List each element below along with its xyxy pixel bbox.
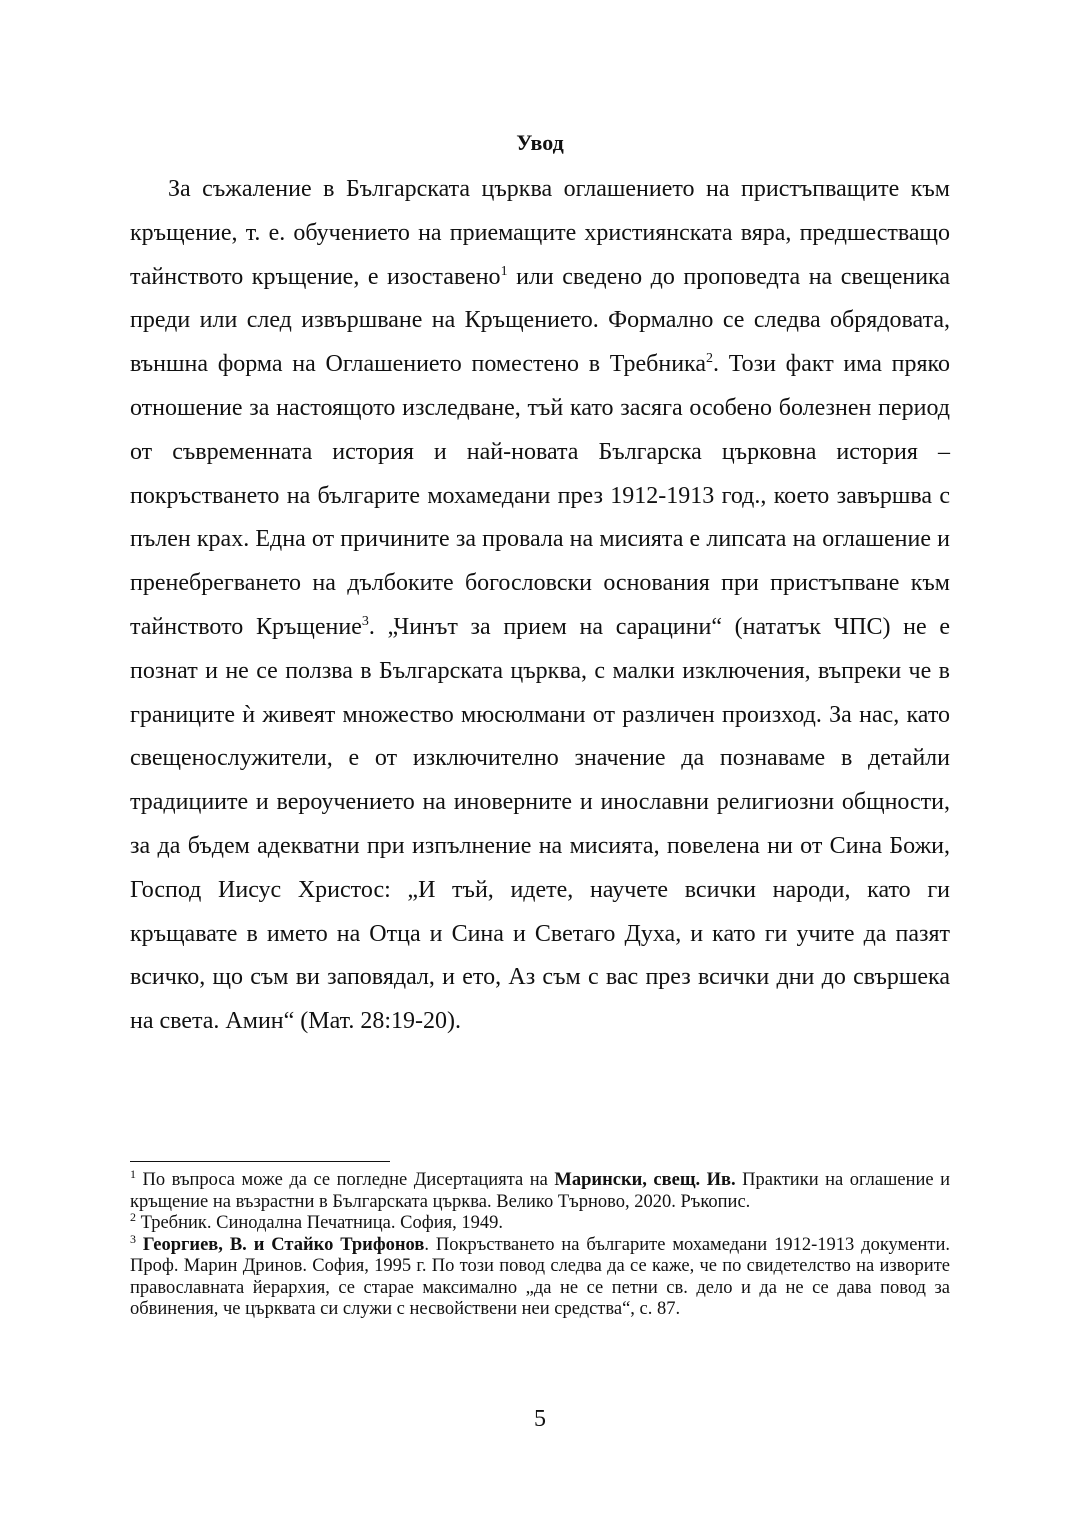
paragraph-segment: или сведено до проповедта на свещеника преди или след извършване на Кръщението. Формално се следва обрядовата, външна форма на Оглашението поместено в Требника bbox=[130, 263, 950, 378]
footnote-number: 3 bbox=[130, 1231, 136, 1246]
footnote-number: 1 bbox=[130, 1166, 136, 1181]
footnote-ref-3[interactable]: 3 bbox=[361, 613, 369, 629]
footnote-3 bbox=[130, 1231, 950, 1321]
footnote-ref-1[interactable]: 1 bbox=[500, 263, 508, 279]
footnote-text: По въпроса може да се погледне Дисертацията на bbox=[136, 1170, 555, 1190]
footnote-text: . Покръстването на българите мохамедани 1912-1913 документи. Проф. Марин Дринов. София, 1995 г. По този повод следва да се каже, че по свидетелство на изворите православната йерархия, се старае максимално „да не се петни св. дело и да не се дава повод за обвинения, че църквата си служи с несвойствени неи средства“, с. 87. bbox=[130, 1234, 950, 1319]
paragraph-segment: . „Чинът за прием на сарацини“ (нататък ЧПС) не е познат и не се ползва в Българската църква, с малки изключения, въпреки че в границите ѝ живеят множество мюсюлмани от различен произход. За нас, като свещенослужители, е от изключително значение да познаваме в детайли традициите и вероучението на иноверните и инославни религиозни общности, за да бъдем адекватни при изпълнение на мисията, повелена ни от Сина Божи, Господ Иисус Христос: „И тъй, идете, научете всички народи, като ги кръщавате в името на Отца и Сина и Светаго Духа, и като ги учите да пазят всичко, що съм ви заповядал, и ето, Аз съм с вас през всички дни до свършека на света. Амин“ (Мат. 28:19-20). bbox=[130, 613, 950, 1035]
footnote-2 bbox=[130, 1209, 950, 1235]
main-paragraph bbox=[130, 168, 950, 1044]
footnote-text: Практики на оглашение и кръщение на възрастни в Българската църква. Велико Търново, 2020. Ръкопис. bbox=[130, 1170, 951, 1212]
footnote-text bbox=[136, 1235, 143, 1255]
paragraph-text bbox=[130, 168, 950, 1044]
paragraph-segment: За съжаление в Българската църква оглашението на пристъпващите към кръщение, т. е. обучението на приемащите християнската вяра, предшестващо тайнството кръщение, е изоставено bbox=[130, 176, 950, 290]
page-number: 5 bbox=[534, 1406, 546, 1432]
footnote-author: Георгиев, В. и Стайко Трифонов bbox=[142, 1234, 425, 1255]
section-title: Увод bbox=[516, 130, 564, 155]
footnote-1 bbox=[130, 1166, 951, 1213]
footnote-number: 2 bbox=[130, 1209, 136, 1224]
footnote-text: Требник. Синодална Печатница. София, 1949. bbox=[136, 1213, 504, 1233]
footnotes bbox=[130, 1166, 951, 1321]
paragraph-segment: . Този факт има пряко отношение за настоящото изследване, тъй като засяга особено болезнен период от съвременната история и най-новата Българска църковна история – покръстването на българите мохамедани през 1912-1913 год., което завършва с пълен крах. Една от причините за провала на мисията е липсата на оглашение и пренебрегването на дълбоките богословски основания при пристъпване към тайнството Кръщение bbox=[130, 351, 950, 640]
footnote-separator bbox=[130, 1161, 390, 1162]
footnote-ref-2[interactable]: 2 bbox=[706, 351, 713, 367]
footnote-author: Марински, свещ. Ив. bbox=[554, 1170, 736, 1190]
